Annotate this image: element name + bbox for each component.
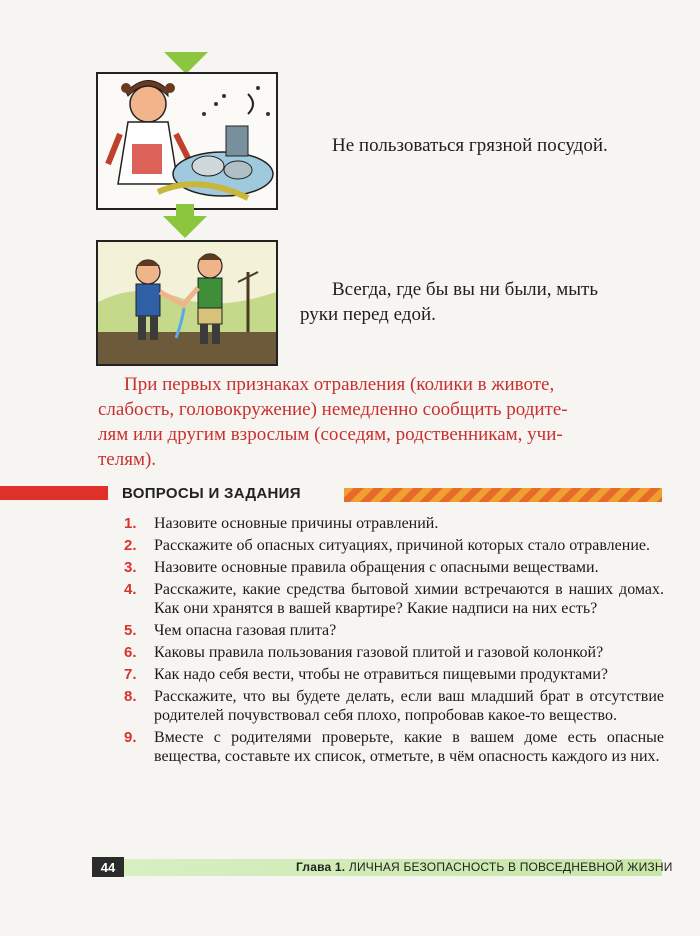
question-text: Назовите основные причины отравлений. bbox=[154, 515, 439, 532]
question-number: 3. bbox=[124, 559, 137, 576]
arrow-down-icon bbox=[163, 216, 207, 238]
list-item bbox=[118, 643, 664, 662]
warning-line: При первых признаках отравления (колики в животе, bbox=[124, 374, 555, 395]
chapter-label: Глава 1. bbox=[296, 860, 346, 874]
list-item bbox=[118, 558, 664, 577]
question-text: Чем опасна газовая плита? bbox=[154, 622, 337, 639]
question-number: 5. bbox=[124, 622, 137, 639]
chapter-title: ЛИЧНАЯ БЕЗОПАСНОСТЬ В ПОВСЕДНЕВНОЙ ЖИЗНИ bbox=[348, 860, 673, 874]
question-number: 2. bbox=[124, 537, 137, 554]
questions-list bbox=[118, 514, 664, 769]
arrow-down-icon bbox=[164, 52, 208, 74]
poisoning-warning bbox=[98, 372, 668, 472]
chapter-footer bbox=[296, 860, 673, 874]
section-accent-bar bbox=[0, 486, 108, 500]
list-item bbox=[118, 728, 664, 766]
question-text: Расскажите об опасных ситуациях, причиной которых стало отравление. bbox=[154, 537, 650, 554]
rule-dirty-dishes: Не пользоваться грязной посудой. bbox=[332, 135, 608, 156]
rule-wash-hands-line2: руки перед едой. bbox=[300, 304, 436, 325]
question-text: Вместе с родителями проверьте, какие в вашем доме есть опасные вещества, составьте их список, отметьте, в чём опасность каждого из них. bbox=[154, 729, 664, 765]
section-title: ВОПРОСЫ И ЗАДАНИЯ bbox=[122, 485, 301, 502]
question-text: Расскажите, что вы будете делать, если ваш младший брат в отсутствие родителей почувствовал себя плохо, попробовав какое-то вещество. bbox=[154, 688, 664, 724]
question-text: Расскажите, какие средства бытовой химии встречаются в наших домах. Как они хранятся в вашей квартире? Какие надписи на них есть? bbox=[154, 581, 664, 617]
warning-line: слабость, головокружение) немедленно сообщить родите- bbox=[98, 399, 568, 420]
question-number: 7. bbox=[124, 666, 137, 683]
dirty-dishes-illustration bbox=[96, 72, 278, 210]
hand-washing-illustration bbox=[96, 240, 278, 366]
question-number: 9. bbox=[124, 729, 137, 746]
list-item bbox=[118, 536, 664, 555]
question-text: Каковы правила пользования газовой плитой и газовой колонкой? bbox=[154, 644, 604, 661]
page-number: 44 bbox=[92, 857, 124, 877]
question-number: 8. bbox=[124, 688, 137, 705]
question-number: 6. bbox=[124, 644, 137, 661]
list-item bbox=[118, 621, 664, 640]
rule-wash-hands-line1: Всегда, где бы вы ни были, мыть bbox=[332, 279, 599, 300]
warning-line: телям). bbox=[98, 449, 157, 470]
section-stripe-decoration bbox=[344, 488, 662, 502]
question-text: Как надо себя вести, чтобы не отравиться пищевыми продуктами? bbox=[154, 666, 609, 683]
question-text: Назовите основные правила обращения с опасными веществами. bbox=[154, 559, 599, 576]
list-item bbox=[118, 580, 664, 618]
list-item bbox=[118, 514, 664, 533]
list-item bbox=[118, 665, 664, 684]
question-number: 1. bbox=[124, 515, 137, 532]
list-item bbox=[118, 687, 664, 725]
warning-line: лям или другим взрослым (соседям, родственникам, учи- bbox=[98, 424, 563, 445]
question-number: 4. bbox=[124, 581, 137, 598]
